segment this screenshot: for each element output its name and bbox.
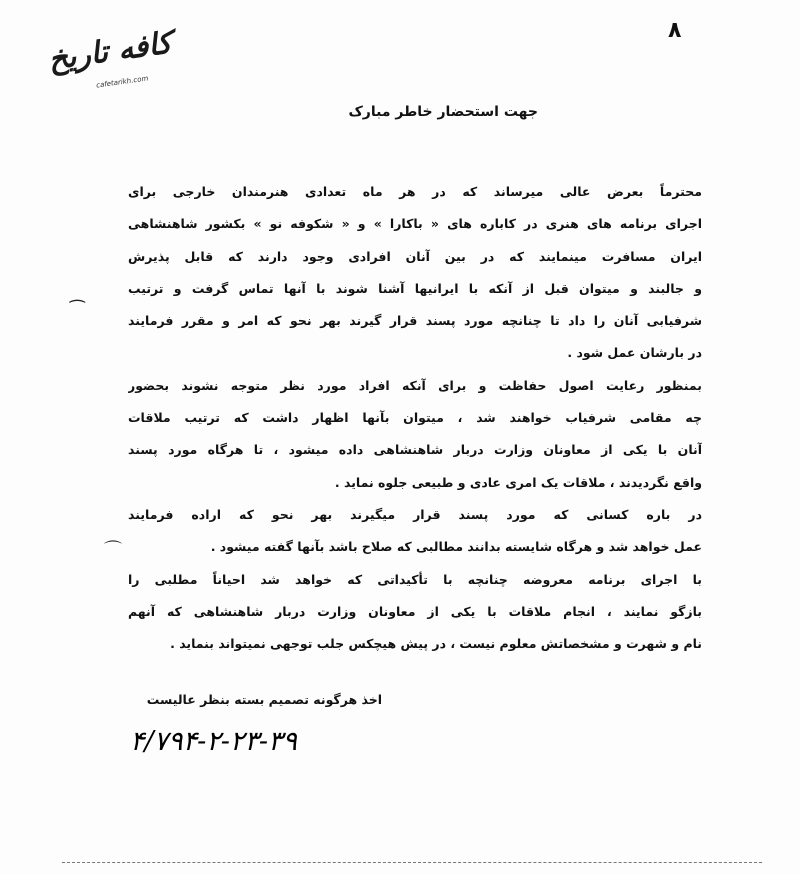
body-line: عمل خواهد شد و هرگاه شایسته بدانند مطالبی که صلاح باشد بآنها گفته میشود . — [210, 539, 702, 555]
body-line: در بارشان عمل شود . — [567, 345, 702, 361]
margin-pen-mark: ⁀ — [70, 300, 85, 321]
body-line: محترماً بعرض عالی میرساند که در هر ماه تعدادی هنرمندان خارجی برای — [128, 184, 702, 199]
body-line: با اجرای برنامه معروضه چنانچه با تأکیداتی که خواهد شد احیاناً مطلبی را — [128, 571, 702, 587]
body-line: شرفیابی آنان را داد تا چنانچه مورد پسند قرار گیرند بهر نحو که امر و مقرر فرمایند — [128, 313, 702, 329]
body-line: آنان با یکی از معاونان وزارت دربار شاهنشاهی داده میشود ، تا هرگاه مورد پسند — [128, 442, 702, 458]
body-line: ایران مسافرت مینمایند که در بین آنان افرادی وجود دارند که قابل پذیرش — [128, 248, 702, 264]
body-line: و جالبند و میتوان قبل از آنکه با ایرانیها آشنا شوند با آنها تماس گرفت و ترتیب — [128, 280, 702, 296]
handwritten-reference-number: ۴/۷۹۴-۲-۲۳-۳۹ — [130, 726, 297, 757]
body-line: چه مقامی شرفیاب خواهند شد ، میتوان بآنها اظهار داشت که ترتیب ملاقات — [128, 410, 702, 426]
body-line: نام و شهرت و مشخصاتش معلوم نیست ، در پیش هیچکس جلب توجهی نمیتواند بنماید . — [170, 636, 702, 652]
closing-line: اخذ هرگونه تصمیم بسته بنظر عالیست — [146, 692, 382, 707]
body-line: بمنظور رعایت اصول حفاظت و برای آنکه افراد مورد نظر متوجه نشوند بحضور — [128, 377, 702, 393]
cafe-tarikh-watermark-logo — [46, 25, 180, 100]
body-line: اجرای برنامه های هنری در کاباره های « باکارا » و « شکوفه نو » بکشور شاهنشاهی — [128, 216, 702, 232]
body-line: واقع نگردیدند ، ملاقات یک امری عادی و طبیعی جلوه نماید . — [334, 474, 702, 490]
body-line: بازگو نمایند ، انجام ملاقات با یکی از معاونان وزارت دربار شاهنشاهی که آنهم — [128, 603, 702, 619]
logo-url-text: cafetarikh.com — [95, 74, 149, 90]
body-line: در باره کسانی که مورد پسند قرار میگیرند بهر نحو که اراده فرمایند — [128, 506, 702, 522]
document-heading: جهت استحضار خاطر مبارک — [348, 104, 538, 120]
logo-script-text: کافه تاریخ — [46, 25, 174, 78]
margin-pen-mark: ⌒ — [104, 540, 122, 561]
page-number-mark: ۸ — [668, 18, 682, 43]
page-bottom-rule — [62, 862, 762, 863]
letter-body — [128, 176, 702, 660]
